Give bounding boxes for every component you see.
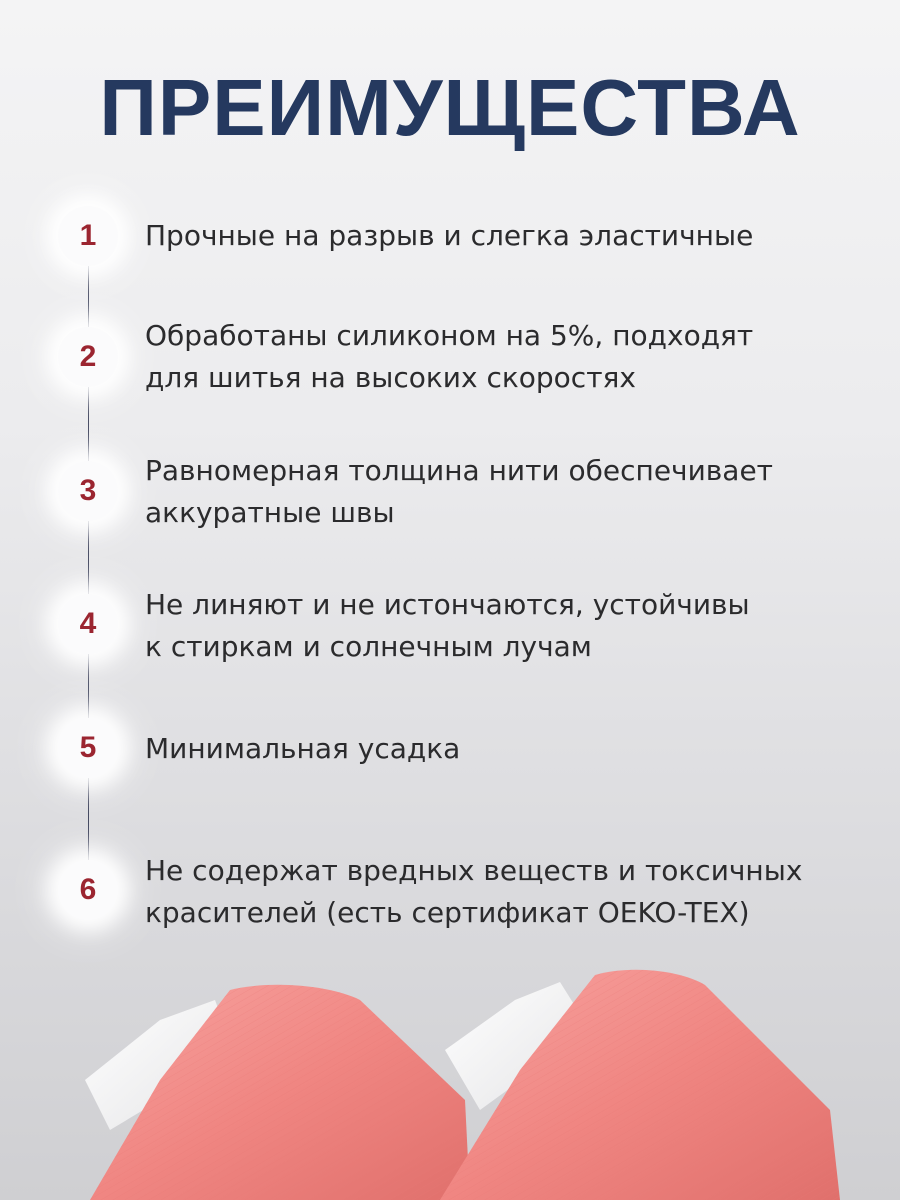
number-badge-4: 4 (58, 594, 118, 654)
thread-spools-illustration (0, 960, 900, 1200)
left-spool (85, 985, 470, 1200)
advantage-text-1: Прочные на разрыв и слегка эластичные (145, 219, 754, 252)
right-spool (440, 970, 840, 1200)
number-badge-1: 1 (58, 206, 118, 266)
advantage-text-4: Не линяют и не истончаются, устойчивы к стиркам и солнечным лучам (145, 588, 750, 663)
number-badge-2: 2 (58, 327, 118, 387)
advantage-text-5: Минимальная усадка (145, 732, 461, 765)
advantage-text-6: Не содержат вредных веществ и токсичных красителей (есть сертификат OEKO-TEX) (145, 854, 803, 929)
page-title: ПРЕИМУЩЕСТВА (99, 63, 801, 152)
advantage-text-2: Обработаны силиконом на 5%, подходят для шитья на высоких скоростях (145, 319, 754, 394)
number-badge-3: 3 (58, 461, 118, 521)
advantage-text-3: Равномерная толщина нити обеспечивает аккуратные швы (145, 454, 773, 529)
number-badge-6: 6 (58, 860, 118, 920)
number-badge-5: 5 (58, 718, 118, 778)
